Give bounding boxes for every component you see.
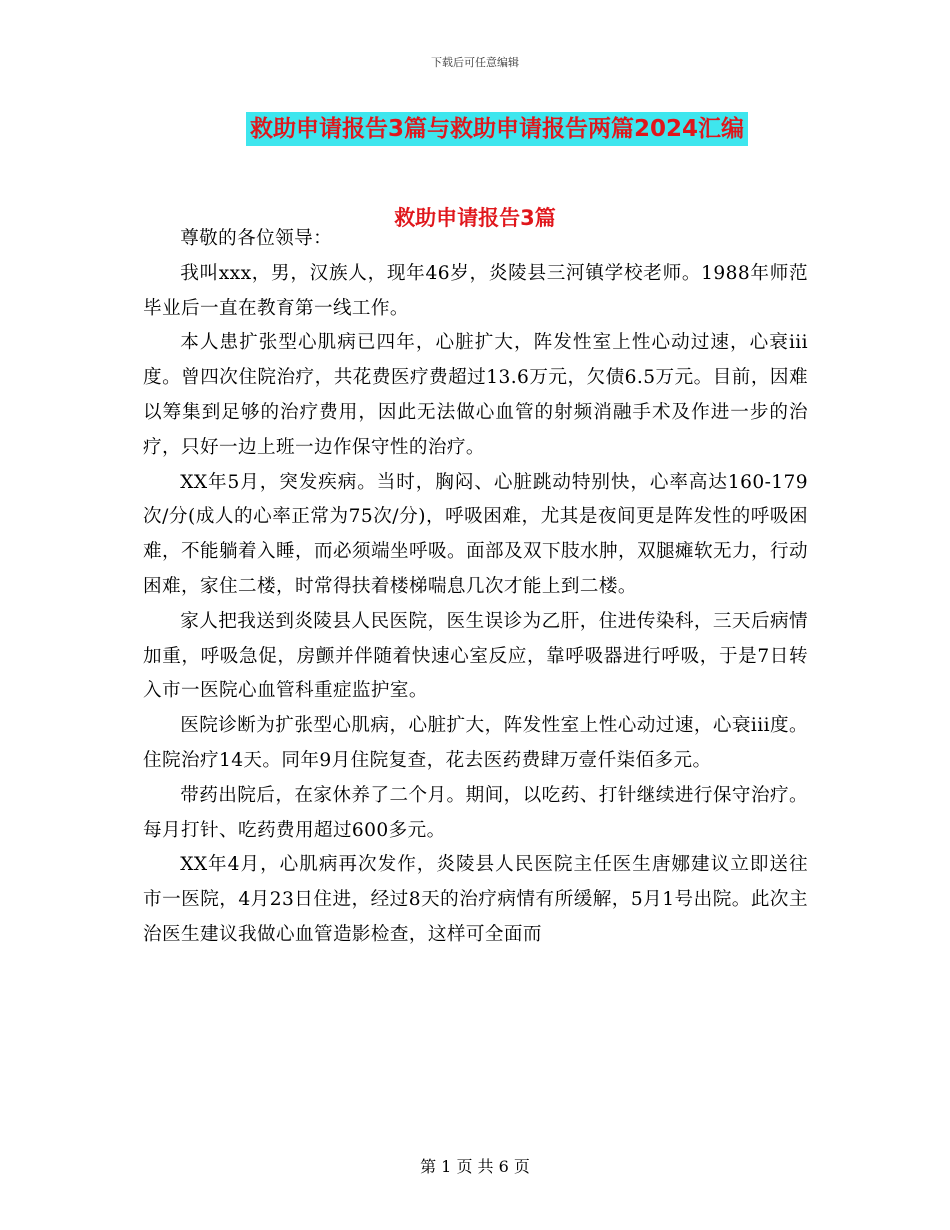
- section-title: 救助申请报告3篇: [394, 206, 556, 230]
- paragraph: 家人把我送到炎陵县人民医院，医生误诊为乙肝，住进传染科，三天后病情加重，呼吸急促，房颤并伴随着快速心室反应，靠呼吸器进行呼吸，于是7日转入市一医院心血管科重症监护室。: [143, 610, 808, 702]
- paragraph: 医院诊断为扩张型心肌病，心脏扩大，阵发性室上性心动过速，心衰iii度。住院治疗14天。同年9月住院复查，花去医药费肆万壹仟柒佰多元。: [143, 715, 808, 771]
- paragraph: XX年4月，心肌病再次发作，炎陵县人民医院主任医生唐娜建议立即送往市一医院，4月23日住进，经过8天的治疗病情有所缓解，5月1号出院。此次主治医生建议我做心血管造影检查，这样可全面而: [143, 854, 808, 945]
- header-note: 下载后可任意编辑: [431, 56, 519, 69]
- salutation: 尊敬的各位领导：: [180, 228, 333, 249]
- document-body: [143, 222, 808, 953]
- paragraph: 带药出院后，在家休养了二个月。期间，以吃药、打针继续进行保守治疗。每月打针、吃药费用超过600多元。: [143, 784, 808, 841]
- page-footer: 第 1 页 共 6 页: [420, 1157, 530, 1176]
- paragraph: 我叫xxx，男，汉族人，现年46岁，炎陵县三河镇学校老师。1988年师范毕业后一直在教育第一线工作。: [143, 262, 808, 319]
- paragraph: 本人患扩张型心肌病已四年，心脏扩大，阵发性室上性心动过速，心衰iii度。曾四次住院治疗，共花费医疗费超过13.6万元，欠债6.5万元。目前，因难以筹集到足够的治疗费用，因此无法做心血管的射频消融手术及作进一步的治疗，只好一边上班一边作保守性的治疗。: [143, 332, 808, 458]
- main-title-wrap: [0, 112, 950, 146]
- paragraph: XX年5月，突发疾病。当时，胸闷、心脏跳动特别快，心率高达160-179次/分(成人的心率正常为75次/分)，呼吸困难，尤其是夜间更是阵发性的呼吸困难，不能躺着入睡，而必须端坐呼吸。面部及双下肢水肿，双腿瘫软无力，行动困难，家住二楼，时常得扶着楼梯喘息几次才能上到二楼。: [143, 471, 808, 597]
- main-title: 救助申请报告3篇与救助申请报告两篇2024汇编: [246, 112, 748, 146]
